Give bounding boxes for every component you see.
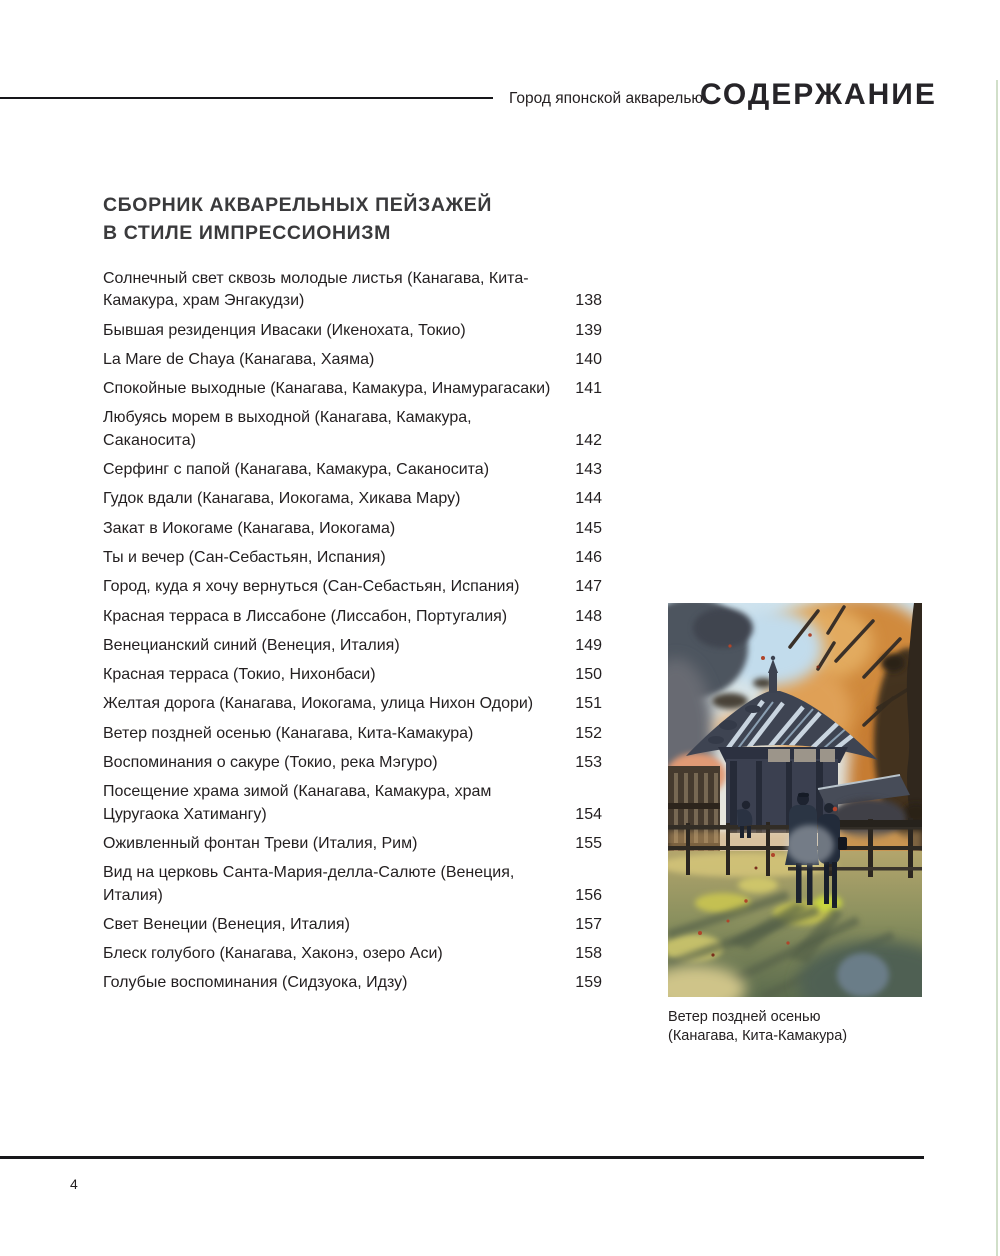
toc-entry-page: 150 [575,666,602,684]
toc-entry-title: Оживленный фонтан Треви (Италия, Рим) [103,834,418,852]
toc-entry-title: Гудок вдали (Канагава, Иокогама, Хикава Мару) [103,490,461,508]
toc-entry-page: 154 [575,805,602,823]
toc-entry-title: Любуясь морем в выходной (Канагава, Камакура, Саканосита) [103,409,472,449]
toc-entry-page: 151 [575,695,602,713]
toc-row [103,606,602,628]
toc-entry-title: Бывшая резиденция Ивасаки (Икенохата, Токио) [103,321,466,339]
toc-row [103,576,602,598]
toc-entry-page: 145 [575,519,602,537]
toc-list [103,268,602,1002]
toc-entry-title: Город, куда я хочу вернуться (Сан-Себастьян, Испания) [103,578,520,596]
toc-entry-page: 143 [575,461,602,479]
toc-row [103,693,602,715]
figure-caption-line2: (Канагава, Кита-Камакура) [668,1028,848,1044]
figure-caption-line1: Ветер поздней осенью [668,1009,821,1025]
toc-entry-page: 146 [575,548,602,566]
page-number: 4 [70,1176,78,1192]
figure-watercolor [668,603,922,997]
toc-entry-page: 156 [575,886,602,904]
toc-entry-title: Закат в Иокогаме (Канагава, Иокогама) [103,519,396,537]
toc-row [103,862,602,907]
toc-row [103,664,602,686]
toc-row [103,268,602,313]
toc-entry-title: Желтая дорога (Канагава, Иокогама, улица Нихон Одори) [103,695,534,713]
toc-row [103,518,602,540]
toc-entry-title: Солнечный свет сквозь молодые листья (Канагава, Кита-Камакура, храм Энгакудзи) [103,270,529,310]
toc-entry-page: 148 [575,607,602,625]
toc-entry-title: La Mare de Chaya (Канагава, Хаяма) [103,350,375,368]
toc-entry-page: 139 [575,321,602,339]
toc-entry-title: Красная терраса в Лиссабоне (Лиссабон, Португалия) [103,607,508,625]
toc-row [103,407,602,452]
toc-row [103,914,602,936]
toc-entry-page: 158 [575,945,602,963]
toc-entry-page: 152 [575,724,602,742]
toc-row [103,943,602,965]
toc-row [103,833,602,855]
toc-entry-title: Блеск голубого (Канагава, Хаконэ, озеро Аси) [103,945,443,963]
header-rule [0,97,493,99]
contents-heading: СОДЕРЖАНИЕ [700,78,937,111]
toc-row [103,635,602,657]
footer-rule [0,1156,924,1159]
toc-entry-title: Воспоминания о сакуре (Токио, река Мэгуро) [103,754,438,772]
toc-entry-page: 140 [575,350,602,368]
toc-entry-title: Ты и вечер (Сан-Себастьян, Испания) [103,548,386,566]
toc-entry-page: 159 [575,974,602,992]
toc-entry-title: Серфинг с папой (Канагава, Камакура, Саканосита) [103,461,490,479]
toc-entry-title: Вид на церковь Санта-Мария-делла-Салюте (Венеция, Италия) [103,864,515,904]
toc-row [103,378,602,400]
toc-row [103,781,602,826]
toc-entry-page: 138 [575,292,602,310]
watercolor-painting [668,603,922,997]
figure-caption [668,1008,847,1046]
running-title: Город японской акварелью [509,90,704,107]
page-edge-line [996,80,998,1256]
toc-row [103,320,602,342]
toc-entry-page: 144 [575,490,602,508]
toc-row [103,349,602,371]
toc-entry-page: 155 [575,834,602,852]
section-title-line2: В СТИЛЕ ИМПРЕССИОНИЗМ [103,222,391,244]
toc-entry-title: Голубые воспоминания (Сидзуока, Идзу) [103,974,408,992]
toc-row [103,488,602,510]
toc-entry-title: Свет Венеции (Венеция, Италия) [103,915,350,933]
section-title-line1: СБОРНИК АКВАРЕЛЬНЫХ ПЕЙЗАЖЕЙ [103,194,492,216]
toc-row [103,723,602,745]
toc-entry-title: Ветер поздней осенью (Канагава, Кита-Камакура) [103,724,474,742]
toc-entry-title: Спокойные выходные (Канагава, Камакура, Инамурагасаки) [103,380,551,398]
toc-entry-page: 149 [575,636,602,654]
toc-row [103,752,602,774]
toc-row [103,459,602,481]
toc-row [103,547,602,569]
toc-entry-title: Посещение храма зимой (Канагава, Камакура, храм Цуругаока Хатимангу) [103,783,492,823]
toc-entry-page: 147 [575,578,602,596]
toc-entry-title: Венецианский синий (Венеция, Италия) [103,636,400,654]
toc-entry-page: 157 [575,915,602,933]
toc-entry-page: 141 [575,380,602,398]
toc-entry-page: 142 [575,431,602,449]
toc-entry-page: 153 [575,754,602,772]
toc-entry-title: Красная терраса (Токио, Нихонбаси) [103,666,376,684]
toc-row [103,972,602,994]
section-title [103,191,492,247]
